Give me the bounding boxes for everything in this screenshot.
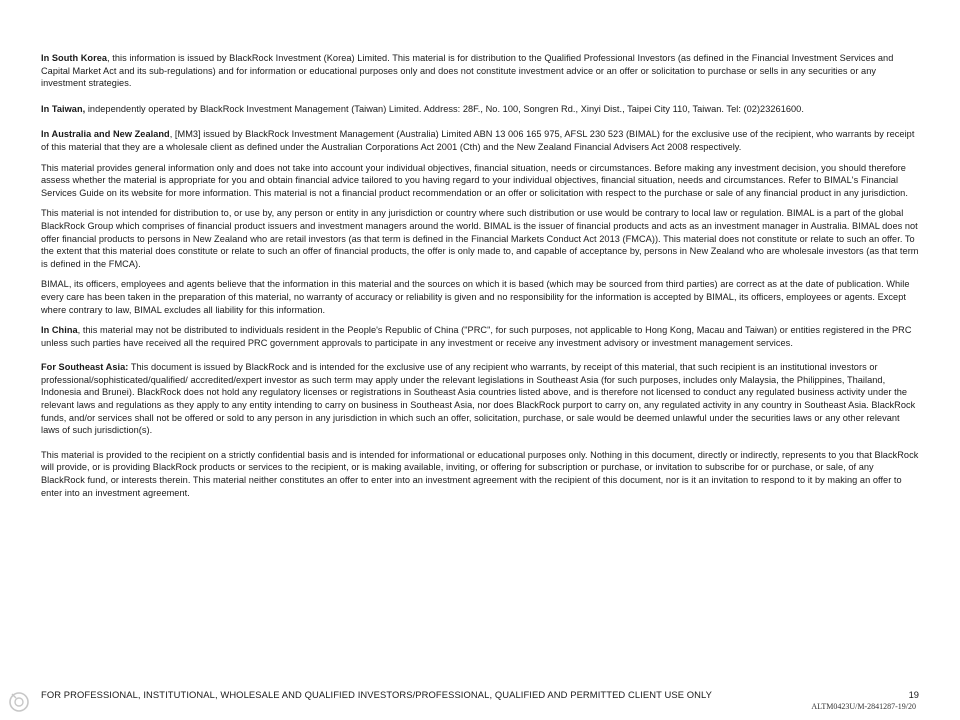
paragraph-distribution-restriction <box>41 207 919 270</box>
paragraph-lead: In South Korea <box>41 53 108 63</box>
disclosure-body <box>41 52 919 499</box>
paragraph-text: This material is not intended for distribution to, or use by, any person or entity in any jurisdiction or country where such distribution or use would be contrary to local law or regulation. BIMAL is a part of the global BlackRock Group which comprises of financial product issuers and investment managers around the world. BIMAL is the issuer of financial products and acts as an investment manager in Australia. BIMAL does not offer financial products to persons in New Zealand who are retail investors (as that term is defined in the Financial Markets Conduct Act 2013 (FMCA)). This material does not constitute or relate to such an offer. To the extent that this material does constitute or relate to such an offer of financial products, the offer is only made to, and capable of acceptance by, persons in New Zealand who are wholesale investors (as that term is defined in the FMCA). <box>41 208 919 269</box>
paragraph-china <box>41 324 919 349</box>
paragraph-lead: In China <box>41 325 78 336</box>
paragraph-general-information <box>41 162 919 200</box>
paragraph-text: , [MM3] issued by BlackRock Investment Management (Australia) Limited ABN 13 006 165 975, AFSL 230 523 (BIMAL) for the exclusive use of the recipient, who warrants by receipt of this material that they are a wholesale client as defined under the Australian Corporations Act 2001 (Cth) and the New Zealand Financial Advisers Act 2008 respectively. <box>41 129 915 152</box>
paragraph-lead: In Taiwan, <box>41 103 86 114</box>
paragraph-text: , this information is issued by BlackRock Investment (Korea) Limited. This material is for distribution to the Qualified Professional Investors (as defined in the Financial Investment Services and Capital Market Act and its sub-regulations) and for information or educational purposes only and does not constitute investment advice or an offer or solicitation to purchase or sells in any securities or any investment strategies. <box>41 53 894 89</box>
paragraph-australia-new-zealand <box>41 128 919 153</box>
footer-disclaimer: FOR PROFESSIONAL, INSTITUTIONAL, WHOLESALE AND QUALIFIED INVESTORS/PROFESSIONAL, QUALIFIED AND PERMITTED CLIENT USE ONLY <box>41 689 712 700</box>
paragraph-lead: In Australia and New Zealand <box>41 129 170 140</box>
paragraph-text: This material is provided to the recipient on a strictly confidential basis and is intended for informational or educational purposes only. Nothing in this document, directly or indirectly, represents to you that BlackRock will provide, or is providing BlackRock products or services to the recipient, or is making available, inviting, or offering for subscription or purchase, or invitation to subscribe for or purchase, or sale, of any BlackRock fund, or interests therein. This material neither constitutes an offer to enter into an investment agreement with the recipient of this document, nor is it an invitation to respond to it by making an offer to enter into an investment agreement. <box>41 449 919 498</box>
document-code: ALTM0423U/M-2841287-19/20 <box>811 702 916 711</box>
page-number: 19 <box>908 689 919 700</box>
paragraph-confidentiality <box>41 449 919 499</box>
paragraph-text: BIMAL, its officers, employees and agents believe that the information in this material and the sources on which it is based (which may be sourced from third parties) are correct as at the date of publication. While every care has been taken in the preparation of this material, no warranty of accuracy or reliability is given and no responsibility for the information is accepted by BIMAL, its officers, employees or agents. Except where contrary to law, BIMAL excludes all liability for this information. <box>41 279 910 315</box>
paragraph-south-korea <box>41 52 919 90</box>
paragraph-text: independently operated by BlackRock Investment Management (Taiwan) Limited. Address: 28F., No. 100, Songren Rd., Xinyi Dist., Taipei City 110, Taiwan. Tel: (02)23261600. <box>85 103 804 114</box>
paragraph-text: This document is issued by BlackRock and is intended for the exclusive use of any recipient who warrants, by receipt of this material, that such recipient is an institutional investors or professional/sophisticated/qualified/ accredited/expert investor as such term may apply under the relevant legislations in Southeast Asia (for such purposes, includes only Malaysia, the Philippines, Thailand, Indonesia and Brunei). BlackRock does not hold any regulatory licenses or registrations in Southeast Asia countries listed above, and is therefore not licensed to conduct any regulated business activity under the relevant laws and regulations as they apply to any entity intending to carry on business in Southeast Asia, nor does BlackRock purport to carry on, any regulated activity in any country in Southeast Asia. BlackRock funds, and/or services shall not be offered or sold to any person in any jurisdiction in which such an offer, solicitation, purchase, or sale would be deemed unlawful under the securities laws or any other relevant laws of such jurisdiction(s). <box>41 362 916 436</box>
paragraph-southeast-asia <box>41 361 919 437</box>
paragraph-taiwan <box>41 103 919 116</box>
paragraph-text: , this material may not be distributed to individuals resident in the People's Republic of China ("PRC", for such purposes, not applicable to Hong Kong, Macau and Taiwan) or entities registered in the PRC unless such parties have received all the required PRC government approvals to participate in any investment or receive any investment advisory or investment management services. <box>41 325 912 348</box>
paragraph-text: This material provides general information only and does not take into account your individual objectives, financial situation, needs or circumstances. Before making any investment decision, you should therefore assess whether the material is appropriate for you and obtain financial advice tailored to you having regard to your individual objectives, financial situation, needs and circumstances. Refer to BIMAL's Financial Services Guide on its website for more information. This material is not a financial product recommendation or an offer or solicitation with respect to the purchase or sale of any financial product in any jurisdiction. <box>41 162 908 198</box>
paragraph-bimal-liability <box>41 278 919 316</box>
paragraph-lead: For Southeast Asia: <box>41 362 129 373</box>
